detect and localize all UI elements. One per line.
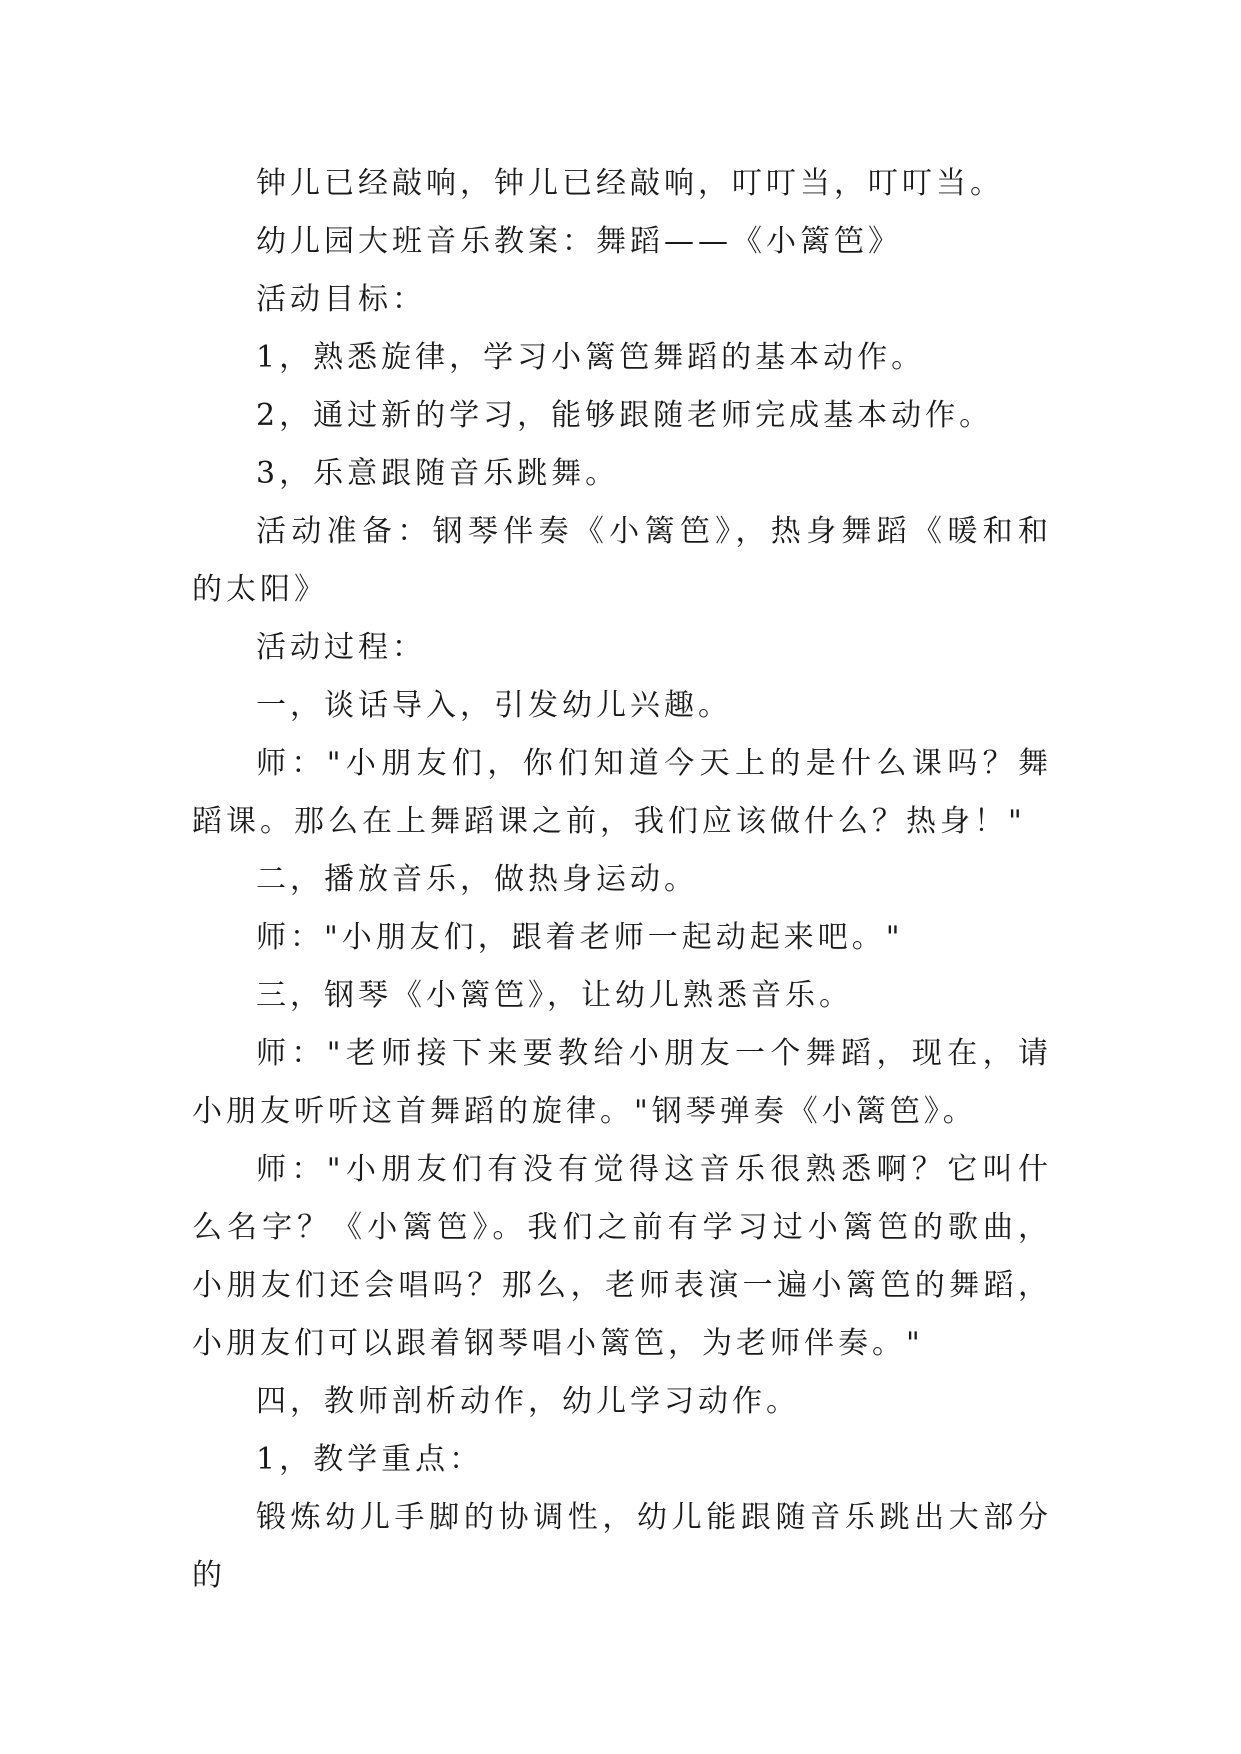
paragraph: 活动准备：钢琴伴奏《小篱笆》，热身舞蹈《暖和和的太阳》 [192,514,1052,607]
paragraph: 三，钢琴《小篱笆》，让幼儿熟悉音乐。 [256,978,853,1013]
paragraph: 四，教师剖析动作，幼儿学习动作。 [256,1384,800,1419]
paragraph: 1，教学重点： [256,1442,484,1477]
paragraph: 一，谈话导入，引发幼儿兴趣。 [256,688,732,723]
document-body [192,155,1052,1605]
paragraph: 钟儿已经敲响，钟儿已经敲响，叮叮当，叮叮当。 [256,166,1004,201]
paragraph: 师："小朋友们有没有觉得这音乐很熟悉啊？它叫什么名字？《小篱笆》。我们之前有学习过小篱笆的歌曲，小朋友们还会唱吗？那么，老师表演一遍小篱笆的舞蹈，小朋友们可以跟着钢琴唱小篱笆，为老师伴奏。" [192,1152,1052,1361]
paragraph: 2，通过新的学习，能够跟随老师完成基本动作。 [256,398,994,433]
paragraph: 幼儿园大班音乐教案：舞蹈——《小篱笆》 [256,224,902,259]
paragraph: 二，播放音乐，做热身运动。 [256,862,698,897]
paragraph: 锻炼幼儿手脚的协调性，幼儿能跟随音乐跳出大部分的 [192,1500,1052,1593]
paragraph: 活动过程： [256,630,426,665]
paragraph: 3，乐意跟随音乐跳舞。 [256,456,620,491]
paragraph: 活动目标： [256,282,426,317]
paragraph: 师："小朋友们，跟着老师一起动起来吧。" [256,920,904,955]
paragraph: 师："老师接下来要教给小朋友一个舞蹈，现在，请小朋友听听这首舞蹈的旋律。"钢琴弹奏《小篱笆》。 [192,1036,1052,1129]
paragraph: 1，熟悉旋律，学习小篱笆舞蹈的基本动作。 [256,340,926,375]
paragraph: 师："小朋友们，你们知道今天上的是什么课吗？舞蹈课。那么在上舞蹈课之前，我们应该做什么？热身！" [192,746,1052,839]
